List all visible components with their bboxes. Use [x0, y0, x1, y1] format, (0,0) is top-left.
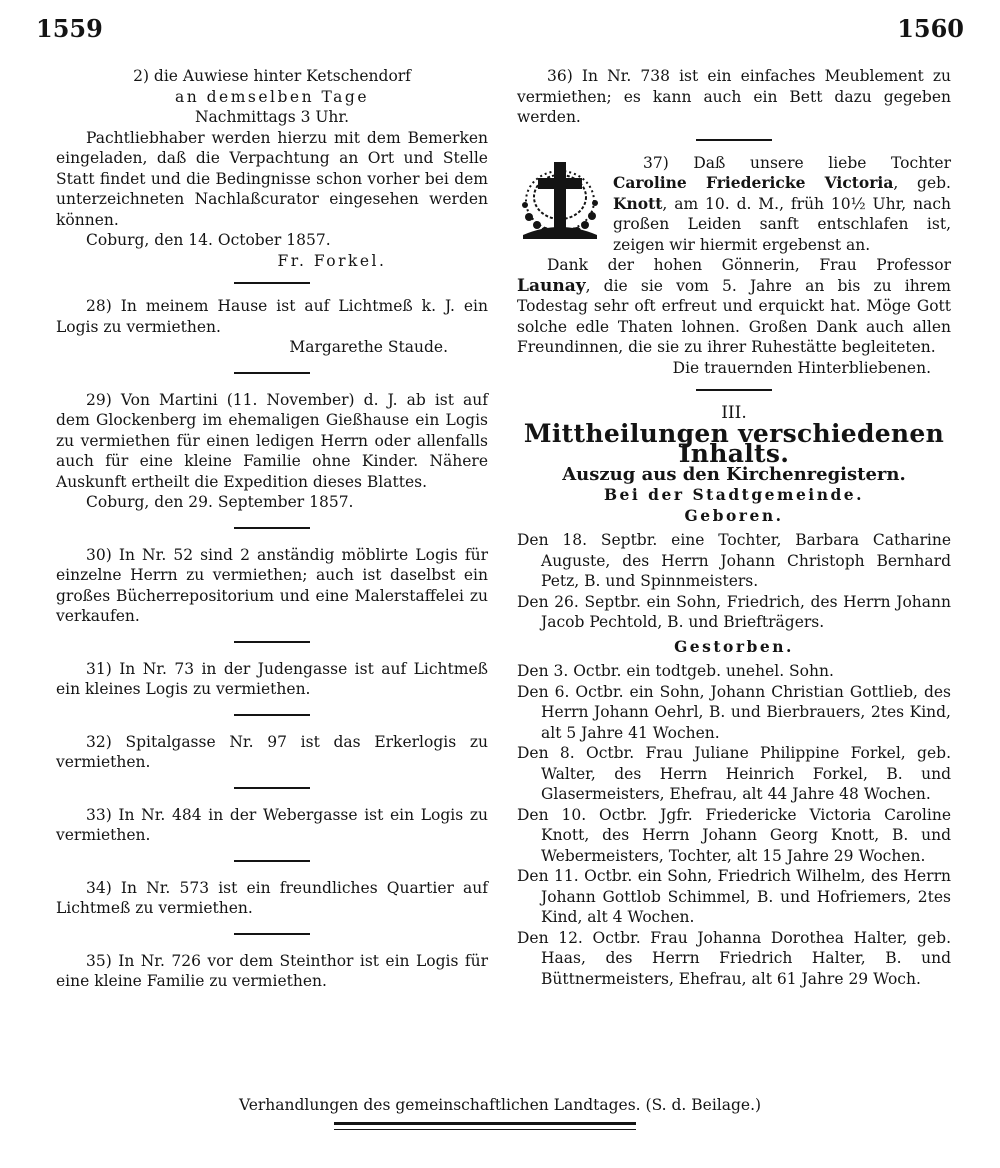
divider	[696, 139, 772, 141]
obituary-signature: Die trauernden Hinterbliebenen.	[672, 358, 931, 377]
obituary	[517, 153, 951, 256]
section-number: III.	[721, 403, 747, 423]
divider	[696, 389, 772, 391]
died-heading: Gestorben.	[674, 636, 794, 656]
obituary-intro: 37) Daß unsere liebe Tochter	[643, 153, 951, 172]
ad-31: 31) In Nr. 73 in der Judengasse ist auf Lichtmeß ein kleines Logis zu vermiethen.	[56, 659, 488, 698]
divider	[234, 372, 310, 374]
ad-28-signature: Margarethe Staude.	[289, 338, 448, 356]
obituary-thanks	[517, 255, 951, 358]
lease-time-line: Nachmittags 3 Uhr.	[194, 108, 350, 126]
death-entry: Den 3. Octbr. ein todtgeb. unehel. Sohn.	[517, 662, 834, 680]
ad-34: 34) In Nr. 573 ist ein freundliches Quartier auf Lichtmeß zu vermiethen.	[56, 878, 488, 917]
ad-29-date: Coburg, den 29. September 1857.	[86, 493, 354, 511]
ad-36: 36) In Nr. 738 ist ein einfaches Meublement zu vermiethen; es kann auch ein Bett dazu gegeben werden.	[517, 67, 951, 126]
page-number-left: 1559	[36, 14, 103, 43]
ad-32: 32) Spitalgasse Nr. 97 ist das Erkerlogis zu vermiethen.	[56, 732, 488, 771]
left-column	[56, 66, 488, 992]
sub-title: Auszug aus den Kirchenregistern.	[562, 463, 906, 485]
lease-item-line: 2) die Auwiese hinter Ketschendorf	[133, 67, 411, 85]
thanks-intro: Dank der hohen Gönnerin, Frau Professor	[547, 256, 951, 274]
ad-33: 33) In Nr. 484 in der Webergasse ist ein Logis zu vermiethen.	[56, 805, 488, 844]
right-column	[517, 66, 951, 989]
divider	[234, 641, 310, 643]
obituary-rest: , am 10. d. M., früh 10½ Uhr, nach großen Leiden sanft entschlafen ist, zeigen wir hiermit ergebenst an.	[613, 194, 951, 254]
footer-rule-thin	[334, 1129, 636, 1130]
ad-29: 29) Von Martini (11. November) d. J. ab ist auf dem Glockenberg im ehemaligen Gießhause ein Logis zu vermiethen für einen ledigen Herrn oder allenfalls auch für eine kleine Familie ohne Kinder. Nähere Auskunft ertheilt die Expedition dieses Blattes.	[56, 390, 488, 491]
death-entry: Den 10. Octbr. Jgfr. Friedericke Victoria Caroline Knott, des Herrn Johann Georg Knott, B. und Webermeisters, Tochter, alt 15 Jahre 29 Wochen.	[517, 805, 951, 865]
divider	[234, 787, 310, 789]
divider	[234, 282, 310, 284]
born-heading: Geboren.	[684, 505, 784, 525]
ad-30: 30) In Nr. 52 sind 2 anständig möblirte Logis für einzelne Herrn zu vermiethen; auch ist daselbst ein großes Bücherrepositorium und eine Malerstaffelei zu verkaufen.	[56, 545, 488, 625]
obituary-name: Caroline Friedericke Victoria	[613, 173, 894, 192]
ad-28: 28) In meinem Hause ist auf Lichtmeß k. J. ein Logis zu vermiethen.	[56, 297, 488, 336]
lease-date: Coburg, den 14. October 1857.	[86, 231, 331, 249]
lease-signature: Fr. Forkel.	[277, 251, 387, 270]
lease-body: Pachtliebhaber werden hierzu mit dem Bemerken eingeladen, daß die Verpachtung an Ort und Stelle Statt findet und die Bedingnisse schon vorher bei dem unterzeichneten Nachlaßcurator eingesehen werden können.	[56, 128, 488, 229]
death-entry: Den 12. Octbr. Frau Johanna Dorothea Halter, geb. Haas, des Herrn Friedrich Halter, B. und Büttnermeisters, Ehefrau, alt 61 Jahre 29 Woch.	[517, 928, 951, 988]
death-entry: Den 6. Octbr. ein Sohn, Johann Christian Gottlieb, des Herrn Johann Oehrl, B. und Bierbrauers, 2tes Kind, alt 5 Jahre 41 Wochen.	[517, 682, 951, 742]
death-entry: Den 11. Octbr. ein Sohn, Friedrich Wilhelm, des Herrn Johann Gottlob Schimmel, B. und Hofriemers, 2tes Kind, alt 4 Wochen.	[517, 867, 951, 926]
birth-entry: Den 18. Septbr. eine Tochter, Barbara Catharine Auguste, des Herrn Johann Christoph Bernhard Petz, B. und Spinnmeisters.	[517, 531, 951, 590]
section-title: Mittheilungen verschiedenen Inhalts.	[523, 418, 945, 468]
parish-heading: Bei der Stadtgemeinde.	[603, 485, 865, 504]
page-number-right: 1560	[897, 14, 964, 43]
thanks-name: Launay	[517, 275, 586, 296]
obituary-maiden-name: Knott	[613, 193, 663, 213]
divider	[234, 714, 310, 716]
obituary-geb: , geb.	[893, 174, 951, 192]
divider	[234, 933, 310, 935]
memorial-cross-icon	[515, 159, 605, 241]
divider	[234, 527, 310, 529]
lease-date-line: an demselben Tage	[174, 87, 369, 106]
birth-entry: Den 26. Septbr. ein Sohn, Friedrich, des Herrn Johann Jacob Pechtold, B. und Briefträgers.	[517, 592, 951, 631]
footer-rule-thick	[334, 1122, 636, 1125]
death-entry: Den 8. Octbr. Frau Juliane Philippine Forkel, geb. Walter, des Herrn Heinrich Forkel, B. und Glasermeisters, Ehefrau, alt 44 Jahre 48 Wochen.	[517, 744, 951, 803]
footer-note: Verhandlungen des gemeinschaftlichen Landtages. (S. d. Beilage.)	[238, 1096, 762, 1114]
thanks-rest: , die sie vom 5. Jahre an bis zu ihrem Todestag sehr oft erfreut und erquickt hat. Möge Gott solche edle Thaten lohnen. Großen Dank auch allen Freundinnen, die sie zu ihrer Ruhestätte begleiteten.	[517, 276, 951, 356]
divider	[234, 860, 310, 862]
ad-35: 35) In Nr. 726 vor dem Steinthor ist ein Logis für eine kleine Familie zu vermiethen.	[56, 951, 488, 990]
